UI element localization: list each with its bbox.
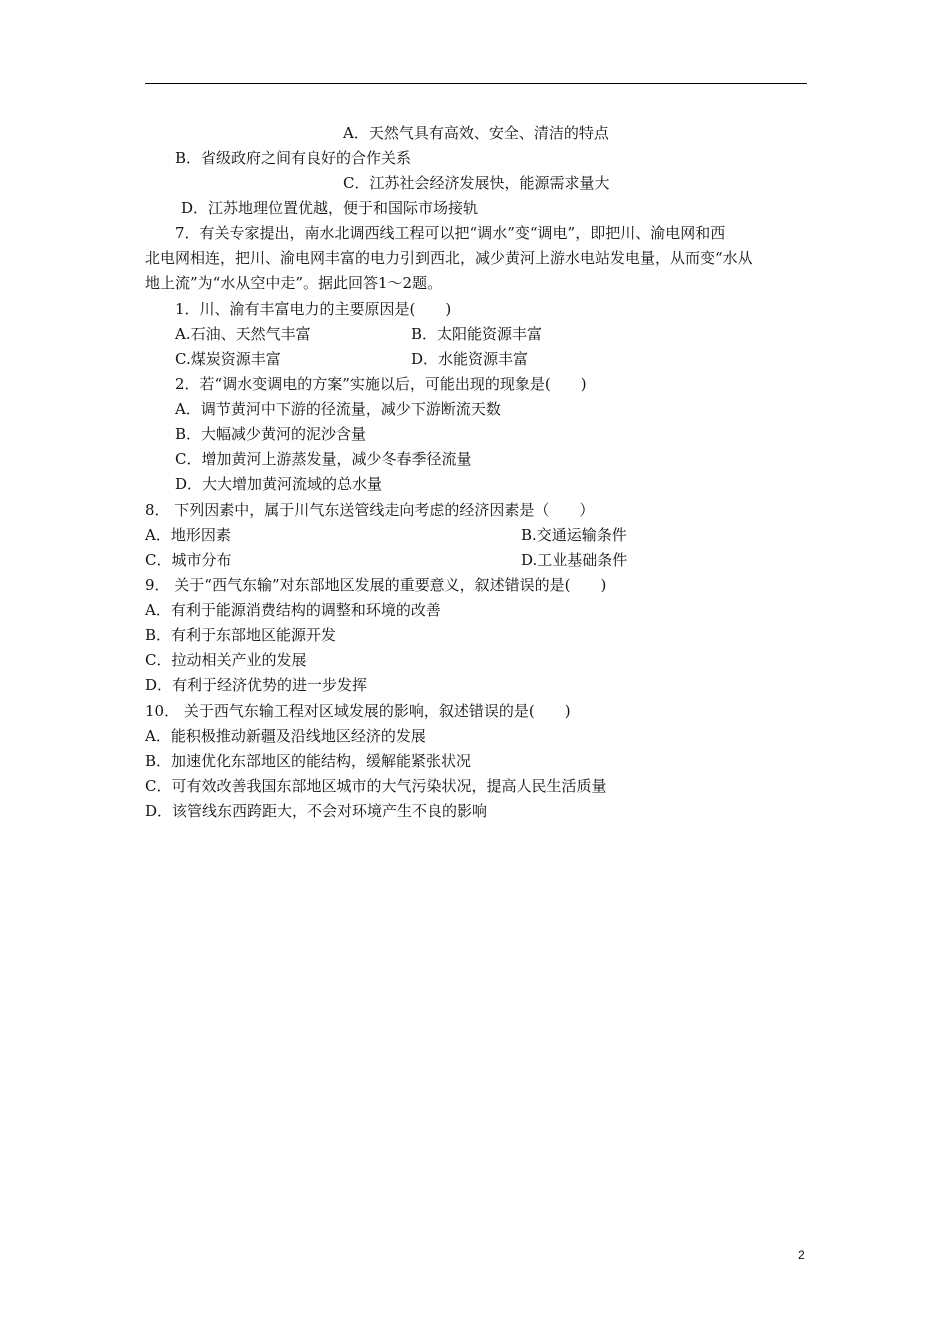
q9-stem: 9． 关于“西气东输”对东部地区发展的重要意义，叙述错误的是( ): [145, 576, 607, 594]
q7-2-option-c: C．增加黄河上游蒸发量，减少冬春季径流量: [175, 450, 472, 468]
q7-stem-line3: 地上流”为“水从空中走”。据此回答1～2题。: [145, 274, 443, 292]
q8-option-b: B.交通运输条件: [521, 526, 627, 544]
q10-option-c: C．可有效改善我国东部地区城市的大气污染状况，提高人民生活质量: [145, 777, 607, 795]
q7-1-option-d: D．水能资源丰富: [411, 350, 529, 368]
q7-1-option-a: A.石油、天然气丰富: [175, 325, 311, 343]
q10-stem: 10． 关于西气东输工程对区域发展的影响，叙述错误的是( ): [145, 702, 571, 720]
q9-option-b: B．有利于东部地区能源开发: [145, 626, 337, 644]
q9-option-a: A．有利于能源消费结构的调整和环境的改善: [145, 601, 441, 619]
q7-2-stem: 2．若“调水变调电的方案”实施以后，可能出现的现象是( ): [175, 375, 587, 393]
q7-2-option-b: B．大幅减少黄河的泥沙含量: [175, 425, 367, 443]
q10-option-b: B．加速优化东部地区的能结构，缓解能紧张状况: [145, 752, 472, 770]
q8-option-c: C．城市分布: [145, 551, 232, 569]
q6-option-c: C．江苏社会经济发展快，能源需求量大: [343, 174, 610, 192]
q9-option-c: C．拉动相关产业的发展: [145, 651, 307, 669]
q7-2-option-d: D．大大增加黄河流域的总水量: [175, 475, 383, 493]
q6-option-a: A．天然气具有高效、安全、清洁的特点: [343, 124, 609, 142]
q8-option-d: D.工业基础条件: [521, 551, 628, 569]
q7-2-option-a: A．调节黄河中下游的径流量，减少下游断流天数: [175, 400, 501, 418]
q7-1-stem: 1．川、渝有丰富电力的主要原因是( ): [175, 300, 452, 318]
header-rule: [145, 83, 807, 84]
q10-option-d: D．该管线东西跨距大，不会对环境产生不良的影响: [145, 802, 488, 820]
q10-option-a: A．能积极推动新疆及沿线地区经济的发展: [145, 727, 426, 745]
q9-option-d: D．有利于经济优势的进一步发挥: [145, 676, 368, 694]
page-number: 2: [798, 1248, 805, 1262]
q6-option-b: B．省级政府之间有良好的合作关系: [175, 149, 412, 167]
q7-1-option-b: B．太阳能资源丰富: [411, 325, 543, 343]
q8-option-a: A．地形因素: [145, 526, 231, 544]
q8-stem: 8． 下列因素中，属于川气东送管线走向考虑的经济因素是（ ）: [145, 501, 595, 519]
q7-1-option-c: C.煤炭资源丰富: [175, 350, 281, 368]
q7-stem-line1: 7．有关专家提出，南水北调西线工程可以把“调水”变“调电”，即把川、渝电网和西: [175, 224, 726, 242]
q6-option-d: D．江苏地理位置优越，便于和国际市场接轨: [181, 199, 479, 217]
q7-stem-line2: 北电网相连，把川、渝电网丰富的电力引到西北，减少黄河上游水电站发电量，从而变“水从: [145, 249, 753, 267]
